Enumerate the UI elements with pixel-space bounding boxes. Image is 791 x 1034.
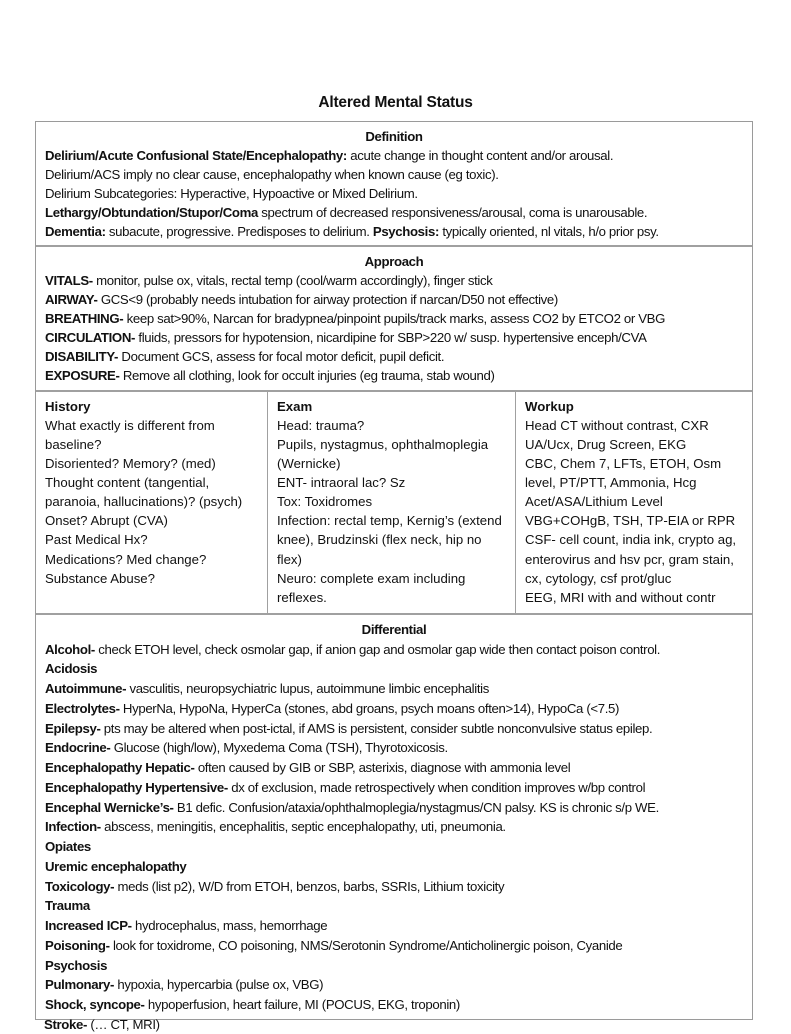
differential-item: [45, 679, 743, 699]
detail: spectrum of decreased responsiveness/arousal, coma is unarousable.: [257, 204, 648, 220]
column-item: Neuro: complete exam including reflexes.: [277, 570, 466, 605]
approach-item: [45, 291, 743, 310]
detail: B1 defic. Confusion/ataxia/ophthalmoplegia/nystagmus/CN palsy. KS is chronic s/p WE.: [173, 799, 659, 815]
detail: Glucose (high/low), Myxedema Coma (TSH), Thyrotoxicosis.: [110, 740, 448, 756]
column-item: Disoriented? Memory? (med): [45, 456, 216, 472]
differential-item: [45, 975, 743, 995]
term: AIRWAY-: [45, 292, 98, 308]
detail: Remove all clothing, look for occult injuries (eg trauma, stab wound): [119, 367, 495, 383]
approach-heading: Approach: [364, 254, 424, 270]
term: DISABILITY-: [45, 348, 119, 364]
detail: vasculitis, neuropsychiatric lupus, autoimmune limbic encephalitis: [126, 681, 489, 697]
term: Psychosis: [45, 957, 108, 973]
column-item: Substance Abuse?: [45, 570, 155, 586]
exam-column: [267, 392, 515, 613]
differential-item: [45, 956, 743, 976]
differential-detail: (… CT, MRI): [87, 1017, 160, 1032]
definition-item: [45, 166, 743, 185]
workup-heading: Workup: [525, 398, 574, 414]
term: Poisoning-: [45, 937, 110, 953]
column-item: VBG+COHgB, TSH, TP-EIA or RPR: [525, 513, 736, 529]
detail: GCS<9 (probably needs intubation for airway protection if narcan/D50 not effective): [97, 292, 558, 308]
detail: hydrocephalus, mass, hemorrhage: [131, 918, 328, 934]
definition-item: [45, 147, 743, 166]
term: Epilepsy-: [45, 720, 101, 736]
detail: Delirium Subcategories: Hyperactive, Hypoactive or Mixed Delirium.: [45, 185, 418, 201]
approach-section: [36, 247, 752, 391]
term: Autoimmune-: [45, 681, 127, 697]
differential-item-cutoff: [44, 1015, 160, 1034]
differential-lines: [45, 640, 743, 1015]
column-item: CBC, Chem 7, LFTs, ETOH, Osm level, PT/PTT, Ammonia, Hcg: [525, 456, 722, 491]
detail: pts may be altered when post-ictal, if AMS is persistent, consider subtle nonconvulsive status epilep.: [100, 720, 653, 736]
term: Dementia:: [45, 223, 106, 239]
detail: look for toxidrome, CO poisoning, NMS/Serotonin Syndrome/Anticholinergic poison, Cyanide: [109, 937, 623, 953]
history-heading: History: [45, 398, 91, 414]
definition-item: [45, 204, 743, 223]
differential-item: [45, 857, 743, 877]
exam-heading: Exam: [277, 398, 313, 414]
term: CIRCULATION-: [45, 330, 136, 346]
definition-item: [45, 185, 743, 204]
approach-lines: [45, 272, 743, 385]
term: Shock, syncope-: [45, 997, 145, 1013]
term: Encephalopathy Hepatic-: [45, 760, 195, 776]
detail: monitor, pulse ox, vitals, rectal temp (cool/warm accordingly), finger stick: [92, 273, 493, 289]
approach-item: [45, 310, 743, 329]
differential-item: [45, 699, 743, 719]
definition-item: [45, 223, 743, 242]
approach-item: [45, 348, 743, 367]
term: Delirium/Acute Confusional State/Encephalopathy:: [45, 147, 347, 163]
detail: hypoperfusion, heart failure, MI (POCUS, EKG, troponin): [144, 997, 460, 1013]
term: Pulmonary-: [45, 977, 115, 993]
history-exam-workup-row: [36, 392, 752, 615]
term: Encephalopathy Hypertensive-: [45, 779, 228, 795]
term: EXPOSURE-: [45, 367, 120, 383]
column-item: EEG, MRI with and without contr: [525, 589, 716, 605]
term: Toxicology-: [45, 878, 115, 894]
differential-item: [45, 877, 743, 897]
content-table: [35, 121, 753, 1020]
differential-item: [45, 817, 743, 837]
differential-item: [45, 995, 743, 1015]
approach-item: [45, 329, 743, 348]
differential-item: [45, 916, 743, 936]
definition-section: [36, 122, 752, 247]
term: Lethargy/Obtundation/Stupor/Coma: [45, 204, 258, 220]
detail: often caused by GIB or SBP, asterixis, diagnose with ammonia level: [194, 760, 571, 776]
detail: hypoxia, hypercarbia (pulse ox, VBG): [114, 977, 324, 993]
term: Opiates: [45, 839, 91, 855]
definition-lines: [45, 147, 743, 242]
column-item: Head CT without contrast, CXR: [525, 417, 709, 433]
term: Encephal Wernicke’s-: [45, 799, 174, 815]
detail: HyperNa, HypoNa, HyperCa (stones, abd groans, psych moans often>14), HypoCa (<7.5): [119, 700, 620, 716]
column-item: Head: trauma?: [277, 417, 365, 433]
differential-item: [45, 640, 743, 660]
column-item: Thought content (tangential, paranoia, hallucinations)? (psych): [45, 475, 243, 510]
detail: typically oriented, nl vitals, h/o prior psy.: [439, 223, 659, 239]
page-title: Altered Mental Status: [318, 94, 473, 111]
workup-items: [525, 416, 743, 607]
differential-term: Stroke-: [44, 1017, 87, 1032]
detail: meds (list p2), W/D from ETOH, benzos, barbs, SSRIs, Lithium toxicity: [114, 878, 505, 894]
detail: abscess, meningitis, encephalitis, septic encephalopathy, uti, pneumonia.: [100, 819, 506, 835]
exam-items: [277, 416, 506, 607]
detail: keep sat>90%, Narcan for bradypnea/pinpoint pupils/track marks, assess CO2 by ETCO2 or VBG: [123, 311, 666, 327]
differential-item: [45, 778, 743, 798]
term: Increased ICP-: [45, 918, 132, 934]
differential-item: [45, 738, 743, 758]
term: Electrolytes-: [45, 700, 120, 716]
differential-section: [36, 615, 752, 1020]
differential-item: [45, 798, 743, 818]
differential-item: [45, 719, 743, 739]
term: Trauma: [45, 898, 90, 914]
column-item: Onset? Abrupt (CVA): [45, 513, 168, 529]
workup-column: [515, 392, 752, 613]
term: Infection-: [45, 819, 101, 835]
column-item: Acet/ASA/Lithium Level: [525, 494, 663, 510]
differential-item: [45, 837, 743, 857]
definition-heading: Definition: [365, 129, 423, 144]
history-column: [36, 392, 267, 613]
column-item: CSF- cell count, india ink, crypto ag, enterovirus and hsv pcr, gram stain, cx, cytology, csf prot/gluc: [525, 532, 737, 586]
detail: fluids, pressors for hypotension, nicardipine for SBP>220 w/ susp. hypertensive enceph/CVA: [135, 330, 647, 346]
column-item: What exactly is different from baseline?: [45, 417, 215, 452]
detail: Delirium/ACS imply no clear cause, encephalopathy when known cause (eg toxic).: [45, 166, 499, 182]
column-item: Pupils, nystagmus, ophthalmoplegia (Wernicke): [277, 436, 489, 472]
detail: Document GCS, assess for focal motor deficit, pupil deficit.: [118, 348, 445, 364]
detail: acute change in thought content and/or arousal.: [346, 147, 614, 163]
approach-item: [45, 367, 743, 386]
term: Psychosis:: [372, 223, 440, 239]
column-item: ENT- intraoral lac? Sz: [277, 475, 406, 491]
detail: subacute, progressive. Predisposes to delirium.: [105, 223, 373, 239]
column-item: Medications? Med change?: [45, 551, 207, 567]
term: VITALS-: [45, 273, 93, 289]
differential-item: [45, 758, 743, 778]
term: Uremic encephalopathy: [45, 858, 187, 874]
history-items: [45, 416, 258, 588]
term: Acidosis: [45, 661, 98, 677]
column-item: Past Medical Hx?: [45, 532, 148, 548]
term: Alcohol-: [45, 641, 95, 657]
differential-item: [45, 936, 743, 956]
differential-item: [45, 896, 743, 916]
differential-item: [45, 659, 743, 679]
approach-item: [45, 272, 743, 291]
detail: check ETOH level, check osmolar gap, if anion gap and osmolar gap wide then contact poison control.: [94, 641, 661, 657]
term: Endocrine-: [45, 740, 111, 756]
column-item: Tox: Toxidromes: [277, 494, 373, 510]
differential-heading: Differential: [361, 621, 427, 637]
column-item: Infection: rectal temp, Kernig’s (extend knee), Brudzinski (flex neck, hip no flex): [277, 513, 502, 567]
term: BREATHING-: [45, 311, 124, 327]
column-item: UA/Ucx, Drug Screen, EKG: [525, 436, 687, 452]
detail: dx of exclusion, made retrospectively when condition improves w/bp control: [227, 779, 646, 795]
